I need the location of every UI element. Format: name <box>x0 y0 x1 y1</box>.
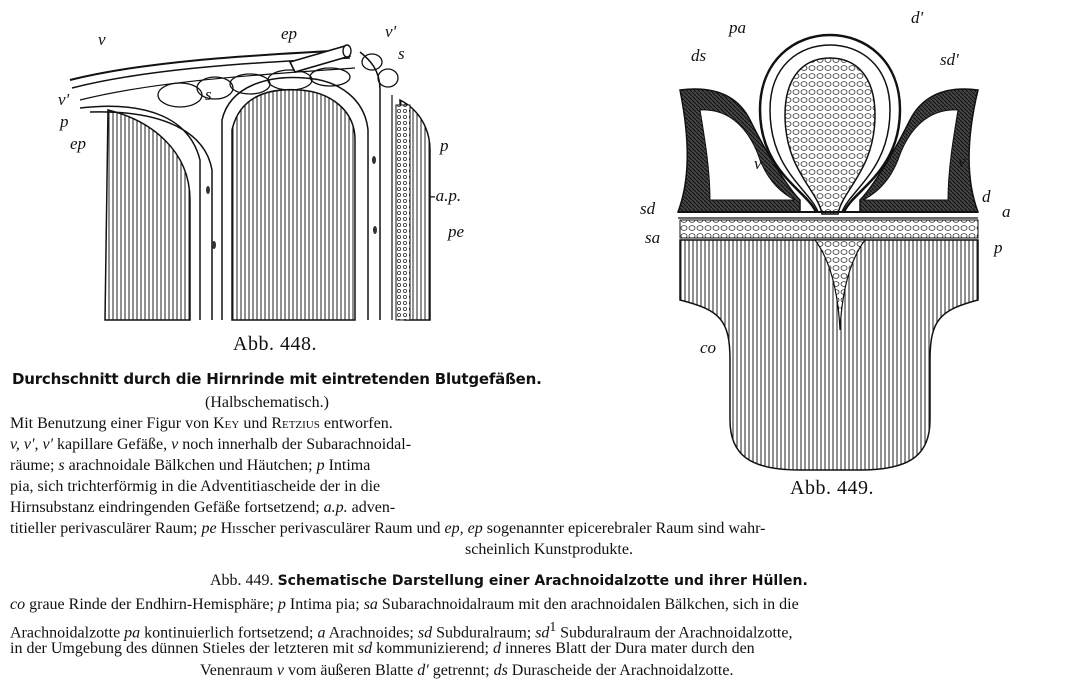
fig449-label-v-right: v <box>958 152 966 171</box>
figure-449-legend-line-3: in der Umgebung des dünnen Stieles der letzteren mit sd kommunizierend; d inneres Blatt der Dura mater durch den <box>10 640 755 657</box>
fig448-label-s-top: s <box>398 44 405 63</box>
fig449-label-d-prime: d' <box>911 8 924 27</box>
fig449-label-pa: pa <box>729 18 746 37</box>
fig449-label-a: a <box>1002 202 1011 221</box>
fig449-label-sd: sd <box>640 199 656 218</box>
fig448-label-s-mid: s <box>205 85 212 104</box>
figure-449-title: Abb. 449. Schematische Darstellung einer Arachnoidalzotte und ihrer Hüllen. <box>210 572 808 589</box>
figure-448-title: Durchschnitt durch die Hirnrinde mit eintretenden Blutgefäßen. <box>12 370 542 388</box>
figure-448-legend-line-3: räume; s arachnoidale Bälkchen und Häutchen; p Intima <box>10 457 371 474</box>
fig448-label-p-left: p <box>60 112 69 131</box>
figure-448-caption: Abb. 448. <box>233 333 317 355</box>
fig448-label-pe: pe <box>448 222 465 241</box>
fig448-label-p-right: p <box>440 136 449 155</box>
fig448-label-v: v <box>98 30 106 49</box>
figure-448-legend-line-4: pia, sich trichterförmig in die Adventitiascheide der in die <box>10 478 381 495</box>
fig448-label-ep-left: ep <box>70 134 87 153</box>
fig449-label-ds: ds <box>691 46 707 65</box>
fig449-label-co: co <box>700 338 717 357</box>
figure-449-legend-line-2: Arachnoidalzotte pa kontinuierlich fortsetzend; a Arachnoides; sd Subduralraum; $sd^1$ Subduralraum der Arachnoidalzotte, <box>10 619 793 642</box>
figure-448-illustration <box>0 0 480 330</box>
fig448-label-v-prime-top: v' <box>385 22 397 41</box>
fig449-label-sd-prime: sd' <box>940 50 959 69</box>
figure-448-legend-line-1: Mit Benutzung einer Figur von Key und Retzius entworfen. <box>10 415 393 432</box>
fig449-label-sa: sa <box>645 228 661 247</box>
figure-449-legend-line-4: Venenraum v vom äußeren Blatte d' getrennt; ds Durascheide der Arachnoidalzotte. <box>200 662 734 679</box>
fig449-label-d: d <box>982 187 991 206</box>
fig448-label-ap: -a.p. <box>430 186 462 205</box>
fig448-label-v-prime-left: v' <box>58 90 70 109</box>
figure-449-illustration <box>600 0 1090 490</box>
fig448-label-ep-top: ep <box>281 24 298 43</box>
figure-448-legend-line-5: Hirnsubstanz eindringenden Gefäße fortsetzend; a.p. adven- <box>10 499 396 516</box>
fig449-label-p: p <box>994 238 1003 257</box>
figure-448-legend-line-6: titieller perivasculärer Raum; pe Hisscher perivasculärer Raum und ep, ep sogenannter epicerebraler Raum sind wahr- <box>10 520 766 537</box>
figure-449-caption: Abb. 449. <box>790 477 874 499</box>
figure-448-legend-line-2: v, v', v' kapillare Gefäße, v noch innerhalb der Subarachnoidal- <box>10 436 412 453</box>
figure-448-legend-line-7: scheinlich Kunstprodukte. <box>465 541 633 558</box>
figure-448-subtitle: (Halbschematisch.) <box>205 394 329 411</box>
figure-449-legend-line-1: co graue Rinde der Endhirn-Hemisphäre; p Intima pia; sa Subarachnoidalraum mit den arachnoidalen Bälkchen, sich in die <box>10 596 799 613</box>
fig449-label-v-left: v <box>754 154 762 173</box>
